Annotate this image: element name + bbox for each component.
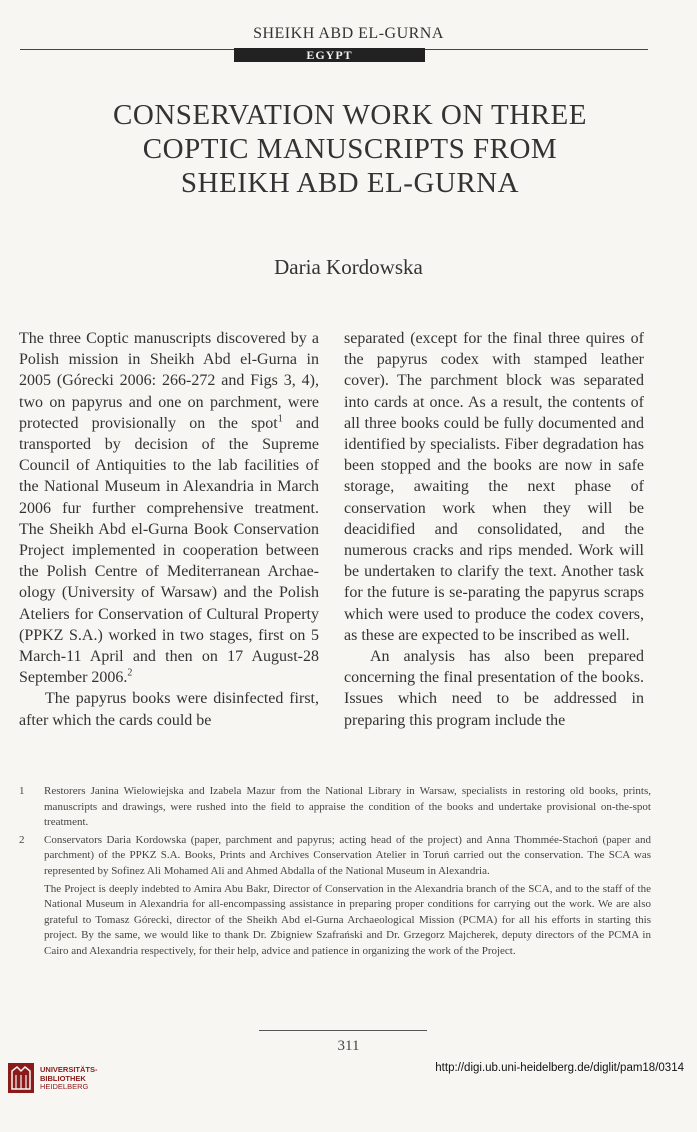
section-label: EGYPT [234, 48, 425, 62]
library-name [40, 1066, 98, 1092]
footnote [19, 784, 651, 831]
body-column-right [344, 328, 644, 731]
body-paragraph: separated (except for the final three quires of the papyrus codex with stamped leather cover). The parchment block was separated into cards at once. As a result, the contents of all three books could be fully documented and identified by specialists. Fiber degradation has been stopped and the books are now in safe storage, awaiting the next phase of conservation work when they will be deacidified and consolidated, and the numerous cracks and rips mended. Work will be undertaken to clarify the text. Another task for the future is se-parating the papyrus scraps which were used to produce the codex covers, as these are expected to be inscribed as well. [344, 330, 644, 644]
footer-rule [259, 1030, 427, 1031]
body-paragraph: An analysis has also been prepared concerning the final presentation of the books. Issues which need to be addressed in preparing this program include the [344, 648, 644, 729]
footnote-ref-1[interactable]: 1 [277, 413, 283, 425]
running-head: SHEIKH ABD EL-GURNA [253, 25, 444, 42]
footnote-number: 2 [19, 833, 25, 846]
library-line: HEIDELBERG [40, 1082, 89, 1091]
footnote-continuation: The Project is deeply indebted to Amira Abu Bakr, Director of Conservation in the Alexandria branch of the SCA, and to the staff of the National Museum in Alexandria for all-encompassing assistance in preparing proper conditions for carrying out the work. We are also grateful to Tomasz Górecki, director of the Sheikh Abd el-Gurna Archaeological Mission (PCMA) for all his efforts in starting this project. By the same, we would like to thank Dr. Zbigniew Szafrański and Dr. Grzegorz Majcherek, deputy directors of the PCMA in Cairo and Alexandria respectively, for their help, advice and patience in organizing the work of the Project. [44, 882, 651, 957]
title-line: CONSERVATION WORK ON THREE [113, 99, 587, 131]
body-column-left [19, 328, 319, 731]
article-title [20, 98, 680, 200]
footnotes [19, 784, 651, 960]
footnote-ref-2[interactable]: 2 [127, 667, 133, 679]
library-line: UNIVERSITÄTS- [40, 1065, 98, 1074]
library-line: BIBLIOTHEK [40, 1073, 86, 1083]
footnote-text: Restorers Janina Wielowiejska and Izabela Mazur from the National Library in Warsaw, specialists in restoring old books, prints, manuscripts and drawings, were rushed into the field to appraise the condition of the books and undertake provisional on-the-spot treatment. [44, 785, 651, 829]
source-url-link[interactable]: http://digi.ub.uni-heidelberg.de/diglit/pam18/0314 [435, 1062, 684, 1074]
footnote-text: Conservators Daria Kordowska (paper, parchment and papyrus; acting head of the project) and Anna Thommée-Stachoń (paper and parchment) of the PPKZ S.A. Books, Prints and Archives Conservation Atelier in Toruń carried out the conservation. The SCA was represented by Sofinez Ali Mohamed Ali and Ahmed Abdalla of the National Museum in Alexandria. [44, 833, 651, 877]
author-name: Daria Kordowska [274, 255, 423, 279]
title-line: SHEIKH ABD EL-GURNA [180, 167, 520, 199]
footnote [19, 833, 651, 880]
body-paragraph: The papyrus books were disinfected first, after which the cards could be [19, 690, 319, 729]
body-paragraph: The three Coptic manuscripts discovered by a Polish mission in Sheikh Abd el-Gurna in 2005 (Górecki 2006: 266-272 and Figs 3, 4), two on papyrus and one on parchment, were protected provisionally on the spot$^1$ and transported by decision of the Supreme Council of Antiquities to the lab facilities of the National Museum in Alexandria in March 2006 fur further comprehensive treatment. The Sheikh Abd el-Gurna Book Conservation Project implemented in cooperation between the Polish Centre of Mediterranean Archae-ology (University of Warsaw) and the Polish Ateliers for Conservation of Cultural Property (PPKZ S.A.) worked in two stages, first on 5 March-11 April and then on 17 August-28 September 2006.$^2$ [19, 330, 319, 687]
title-line: COPTIC MANUSCRIPTS FROM [142, 133, 558, 165]
university-library-logo-icon [8, 1063, 34, 1093]
page-number: 311 [337, 1038, 360, 1054]
footnote-number: 1 [19, 785, 25, 797]
